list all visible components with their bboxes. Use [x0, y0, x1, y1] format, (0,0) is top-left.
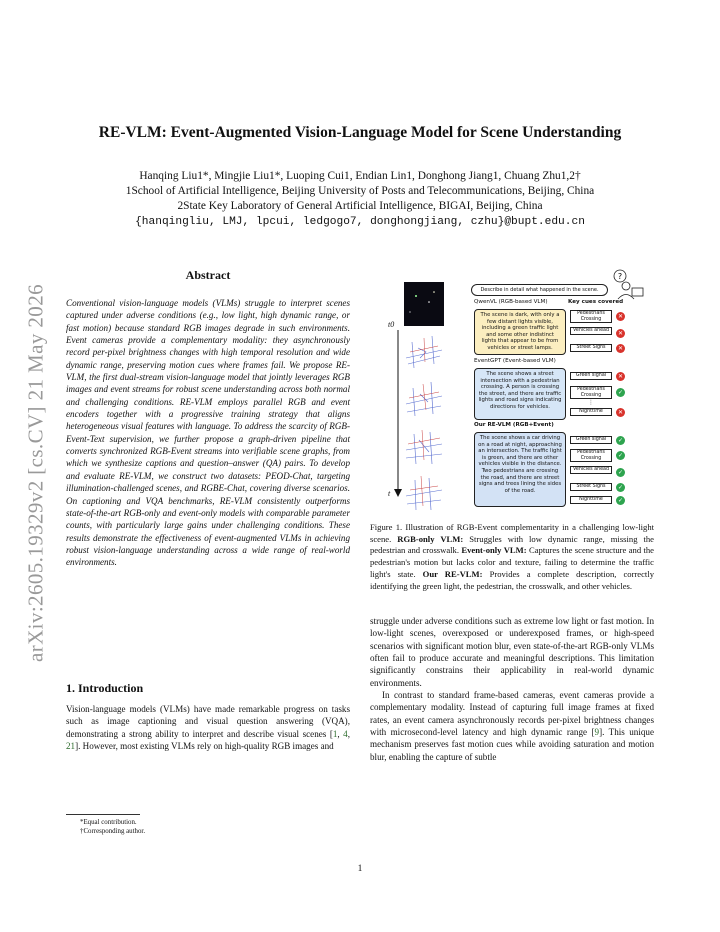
page-number: 1 — [357, 864, 363, 874]
check-icon: ✓ — [617, 484, 624, 491]
abstract-text: Conventional vision-language models (VLMs) struggle to interpret scenes captured under adverse conditions (e.g., low light, high dynamic range, or fast motion) because standard RGB images degrade in such environments. Event cameras provide a complementary modality: they asynchronously record per-pixel brightness changes with high temporal resolution and wide dynamic range, preserving motion cues where frames fail. We propose RE-VLM, the first dual-stream vision-language model that jointly leverages RGB images and event streams for robust scene understanding across both normal and challenging conditions. RE-VLM employs parallel RGB and event encoders together with a progressive training strategy that aligns heterogeneous visual features with language. To address the scarcity of RGB-Event-Text supervision, we further propose a graph-driven pipeline that converts synchronized RGB-Event streams into verifiable scene graphs, from which we synthesize captions and question–answer (QA) pairs. To develop and evaluate RE-VLM, we construct two datasets: PEOD-Chat, targeting illumination-challenged scenes, and RGBE-Chat, covering diverse scenarios. On captioning and VQA benchmarks, RE-VLM consistently outperforms state-of-the-art RGB-only and event-only models with comparable parameter counts, with particularly large gains under challenging conditions. These results demonstrate the effectiveness of event-augmented VLMs in achieving robust vision-language understanding across a wide range of real-world environments. — [66, 298, 350, 568]
footnote-rule — [66, 814, 140, 815]
model-1-response — [474, 309, 566, 355]
model-1-response-text: The scene is dark, with only a few distant lights visible, including a green traffic light and some other indistinct lights that appear to be from vehicles or street lamps. — [480, 312, 560, 351]
model-3-header: Our RE-VLM (RGB+Event) — [474, 422, 554, 428]
intro-paragraph-1: Vision-language models (VLMs) have made remarkable progress on tasks such as image captioning and visual question answering (VQA), demonstrating a strong ability to interpret and describe visual scenes [1, 4, 21]. However, most existing VLMs rely on high-quality RGB images and — [66, 704, 350, 752]
cue-nighttime: Nighttime — [570, 496, 612, 504]
cue-pedestrians-crossing: Pedestrians Crossing — [570, 449, 612, 462]
cross-icon: ✕ — [617, 313, 624, 320]
affiliation-1: 1School of Artificial Intelligence, Beijing University of Posts and Telecommunications, Beijing, China — [125, 185, 595, 197]
figure-1-caption: Figure 1. Illustration of RGB-Event complementarity in a challenging low-light scene. RGB-only VLM: Struggles with low dynamic range, missing the pedestrian and crosswalk. Event-only VLM: Captures the scene structure and the pedestrian's motion but lacks color and texture, failing to determine the traffic light's state. Our RE-VLM: Provides a complete description, correctly identifying the green light, the pedestrian, the crosswalk, and other vehicles. — [370, 522, 655, 591]
abstract-heading: Abstract — [185, 268, 231, 282]
time-label-start: t0 — [388, 320, 395, 329]
prompt-bubble: Describe in detail what happened in the scene. — [471, 284, 608, 296]
check-icon: ✓ — [617, 389, 624, 396]
footnote-corresponding-author: †Corresponding author. — [80, 828, 146, 835]
arxiv-stamp — [8, 258, 64, 688]
citation-link[interactable]: 21 — [66, 741, 76, 752]
affiliation-2: 2State Key Laboratory of General Artificial Intelligence, BIGAI, Beijing, China — [177, 200, 543, 212]
citation-link[interactable]: 9 — [594, 727, 600, 738]
footnote-equal-contribution: *Equal contribution. — [80, 819, 137, 826]
time-label-end: t — [388, 489, 391, 498]
cross-icon: ✕ — [617, 409, 624, 416]
cross-icon: ✕ — [617, 345, 624, 352]
check-icon: ✓ — [617, 437, 624, 444]
cue-nighttime: Nighttime — [570, 408, 612, 416]
citation-link[interactable]: 1 — [332, 728, 338, 739]
check-icon: ✓ — [617, 469, 624, 476]
key-cues-header: Key cues covered — [568, 299, 624, 305]
event-frame-4 — [404, 472, 444, 512]
model-1-header: QwenVL (RGB-based VLM) — [474, 299, 548, 305]
cue-vehicles-ahead: Vehicles ahead — [570, 327, 612, 335]
author-emails: {hanqingliu, LMJ, lpcui, ledgogo7, donghongjiang, czhu}@bupt.edu.cn — [135, 216, 585, 228]
check-icon: ✓ — [617, 452, 624, 459]
cross-icon: ✕ — [617, 373, 624, 380]
paper-title: RE-VLM: Event-Augmented Vision-Language Model for Scene Understanding — [98, 124, 622, 141]
event-frame-1 — [404, 328, 444, 372]
rgb-frame-dark — [404, 282, 444, 326]
time-arrow — [394, 330, 402, 498]
footnotes — [80, 818, 145, 836]
intro-paragraph-3: In contrast to standard frame-based cameras, event cameras provide a complementary modality. Instead of capturing full image frames at fixed rates, an event camera asynchronously records per-pixel brightness changes with microsecond-level latency and high dynamic range [9]. This unique mechanism preserves fast motion cues while avoiding saturation and motion blur, enabling the capture of subtle — [370, 690, 654, 762]
cue-pedestrians-crossing: Pedestrians Crossing — [570, 310, 612, 323]
check-icon: ✓ — [617, 497, 624, 504]
figure-1 — [370, 268, 664, 516]
section-heading-introduction: 1. Introduction — [66, 681, 144, 695]
event-frame-2 — [404, 376, 444, 420]
cue-green-signal: Green signal — [570, 372, 612, 380]
cue-vehicles-ahead: Vehicles ahead — [570, 466, 612, 474]
model-2-response-text: The scene shows a street intersection with a pedestrian crossing. A person is crossing the street, and there are traffic lights and road signs indicating directions for vehicles. — [478, 371, 562, 410]
intro-right-column — [370, 615, 654, 763]
cue-street-signs: Street Signs — [570, 344, 612, 352]
model-2-header: EventGPT (Event-based VLM) — [474, 358, 556, 364]
author-list: Hanqing Liu1*, Mingjie Liu1*, Luoping Cui1, Endian Lin1, Donghong Jiang1, Chuang Zhu1,2† — [139, 170, 581, 182]
arxiv-stamp-text: arXiv:2605.19329v2 [cs.CV] 21 May 2026 — [23, 284, 48, 662]
cue-pedestrians-crossing: Pedestrians Crossing — [570, 386, 612, 399]
cue-street-signs: Street Signs — [570, 483, 612, 491]
intro-left-column — [66, 703, 350, 752]
model-3-response — [474, 432, 566, 507]
model-3-response-text: The scene shows a car driving on a road at night, approaching an intersection. The traffic light is green, and there are other vehicles visible in the distance. Two pedestrians are crossing the road, and there are street signs and trees lining the sides of the road. — [478, 435, 562, 494]
event-frame-3 — [404, 424, 444, 468]
more-cues-ellipsis: ⋮ — [588, 399, 594, 406]
cue-green-signal: Green signal — [570, 436, 612, 444]
user-question-icon — [612, 268, 646, 300]
model-2-response — [474, 368, 566, 420]
cross-icon: ✕ — [617, 330, 624, 337]
citation-link[interactable]: 4 — [343, 728, 348, 739]
intro-paragraph-2: struggle under adverse conditions such as extreme low light or fast motion. In low-light scenes, overexposed or underexposed frames, or high-speed scenarios with significant motion blur, even state-of-the-art RGB-only VLMs often fail to produce accurate and meaningful descriptions. This limitation significantly constrains their applicability in real-world dynamic environments. — [370, 616, 654, 688]
svg-text:?: ? — [617, 272, 623, 281]
